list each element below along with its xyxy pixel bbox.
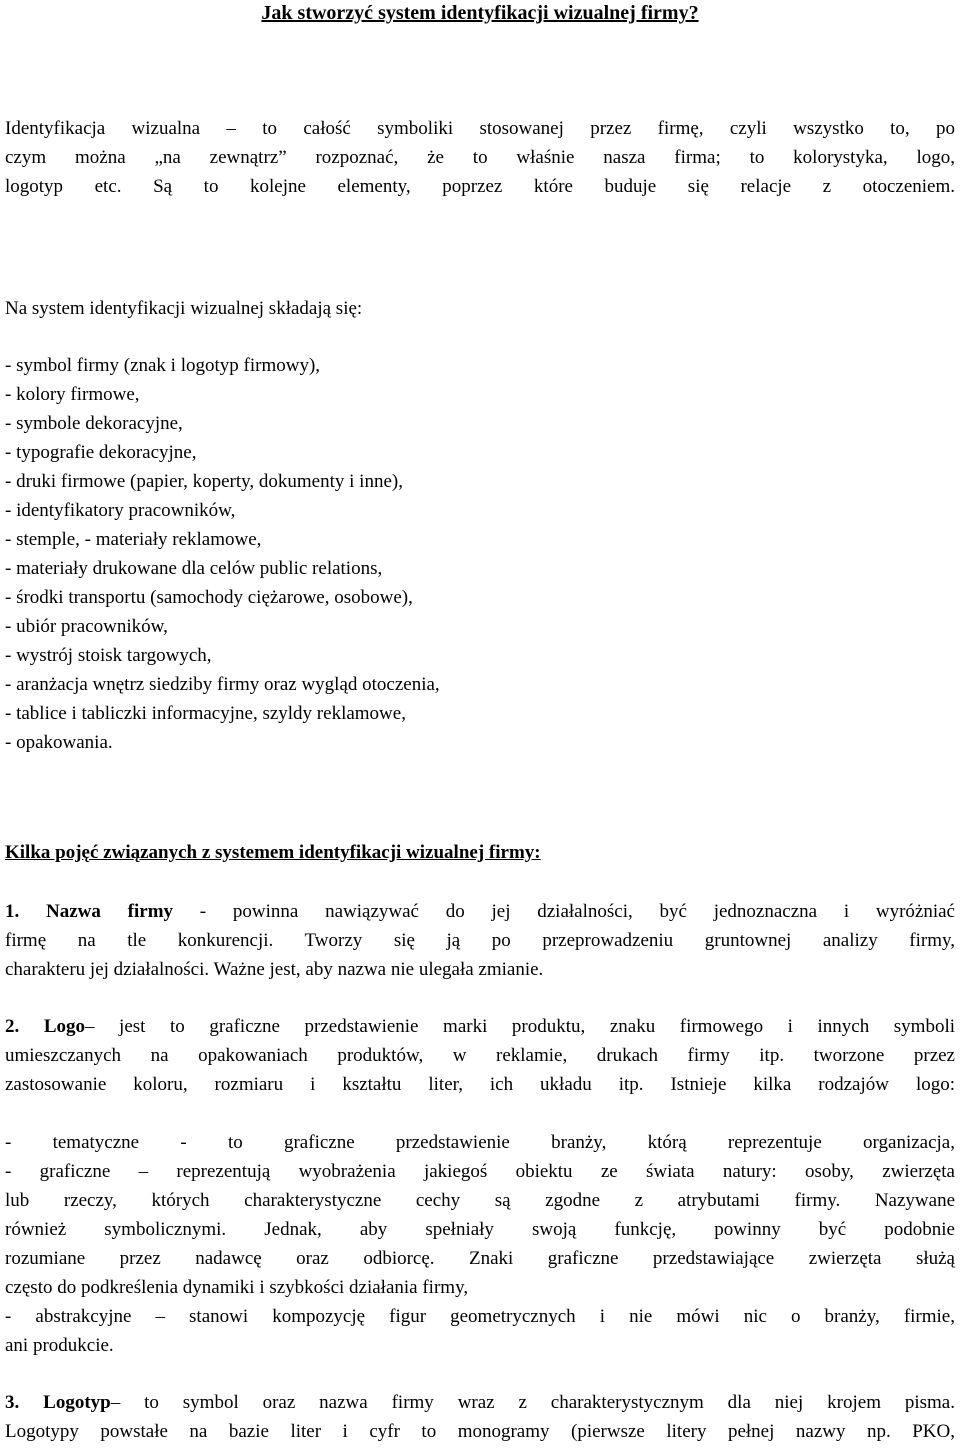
components-lead-text: Na system identyfikacji wizualnej składają się: — [5, 298, 363, 319]
list-item: - tablice i tabliczki informacyjne, szyldy reklamowe, — [5, 703, 406, 724]
intro-line: logotyp etc. Są to kolejne elementy, poprzez które buduje się relacje z otoczeniem. — [5, 176, 955, 197]
concept-number: 2. — [5, 1016, 20, 1037]
list-item: - stemple, - materiały reklamowe, — [5, 529, 262, 550]
list-item: - symbole dekoracyjne, — [5, 413, 183, 434]
list-item: - środki transportu (samochody ciężarowe, osobowe), — [5, 587, 413, 608]
concept-line: charakteru jej działalności. Ważne jest, aby nazwa nie ulegała zmianie. — [5, 959, 544, 980]
logo-type-line: - abstrakcyjne – stanowi kompozycję figur geometrycznych i nie mówi nic o branży, firmie, — [5, 1306, 955, 1327]
concept-text: – jest to graficzne przedstawienie marki produktu, znaku firmowego i innych symboli — [85, 1016, 956, 1037]
concept-line: firmę na tle konkurencji. Tworzy się ją po przeprowadzeniu gruntownej analizy firmy, — [5, 930, 955, 951]
concept-nazwa-line1 — [5, 897, 955, 926]
concept-number: 1. — [5, 901, 20, 922]
concept-text: – to symbol oraz nazwa firmy wraz z charakterystycznym dla niej krojem pisma. — [110, 1392, 955, 1413]
concept-term: Logotyp — [43, 1392, 111, 1413]
concept-text: - powinna nawiązywać do jej działalności, być jednoznaczna i wyróżniać — [173, 901, 955, 922]
concept-logo — [5, 1012, 955, 1099]
intro-line: Identyfikacja wizualna – to całość symboliki stosowanej przez firmę, czyli wszystko to, po — [5, 118, 955, 139]
concept-logotyp-line1 — [5, 1388, 955, 1417]
concept-number: 3. — [5, 1392, 20, 1413]
intro-line: czym można „na zewnątrz” rozpoznać, że to właśnie nasza firma; to kolorystyka, logo, — [5, 147, 955, 168]
logo-type-line: lub rzeczy, których charakterystyczne cechy są zgodne z atrybutami firmy. Nazywane — [5, 1190, 955, 1211]
logo-types — [5, 1128, 955, 1360]
logo-type-line: - graficzne – reprezentują wyobrażenia jakiegoś obiektu ze świata natury: osoby, zwierzęta — [5, 1161, 955, 1182]
logo-type-line: - tematyczne - to graficzne przedstawienie branży, którą reprezentuje organizacja, — [5, 1132, 955, 1153]
concept-term: Nazwa firmy — [46, 901, 174, 922]
logo-type-line: również symbolicznymi. Jednak, aby spełniały swoją funkcję, powinny być podobnie — [5, 1219, 955, 1240]
list-item: - wystrój stoisk targowych, — [5, 645, 212, 666]
concept-term: Logo — [43, 1016, 85, 1037]
list-item: - kolory firmowe, — [5, 384, 140, 405]
logo-type-line: ani produkcie. — [5, 1335, 114, 1356]
concept-line: umieszczanych na opakowaniach produktów, w reklamie, drukach firmy itp. tworzone przez — [5, 1045, 955, 1066]
list-item: - materiały drukowane dla celów public relations, — [5, 558, 383, 579]
intro-paragraph — [5, 114, 955, 201]
list-item: - typografie dekoracyjne, — [5, 442, 197, 463]
concept-logotyp — [5, 1388, 955, 1446]
components-lead — [5, 294, 955, 323]
list-item: - aranżacja wnętrz siedziby firmy oraz wygląd otoczenia, — [5, 674, 440, 695]
logo-type-line: rozumiane przez nadawcę oraz odbiorcę. Znaki graficzne przedstawiające zwierzęta służą — [5, 1248, 955, 1269]
list-item: - symbol firmy (znak i logotyp firmowy), — [5, 355, 321, 376]
page-title: Jak stworzyć system identyfikacji wizualnej firmy? — [261, 2, 699, 24]
concept-line: Logotypy powstałe na bazie liter i cyfr to monogramy (pierwsze litery pełnej nazwy np. PKO, — [5, 1421, 955, 1442]
components-list — [5, 351, 955, 757]
concept-line: zastosowanie koloru, rozmiaru i kształtu liter, ich układu itp. Istnieje kilka rodzajów logo: — [5, 1074, 955, 1095]
list-item: - druki firmowe (papier, koperty, dokumenty i inne), — [5, 471, 403, 492]
concept-logo-line1 — [5, 1012, 955, 1041]
list-item: - identyfikatory pracowników, — [5, 500, 236, 521]
list-item: - opakowania. — [5, 732, 113, 753]
list-item: - ubiór pracowników, — [5, 616, 168, 637]
concept-nazwa — [5, 897, 955, 984]
logo-type-line: często do podkreślenia dynamiki i szybkości działania firmy, — [5, 1277, 469, 1298]
concepts-heading: Kilka pojęć związanych z systemem identyfikacji wizualnej firmy: — [5, 842, 541, 863]
